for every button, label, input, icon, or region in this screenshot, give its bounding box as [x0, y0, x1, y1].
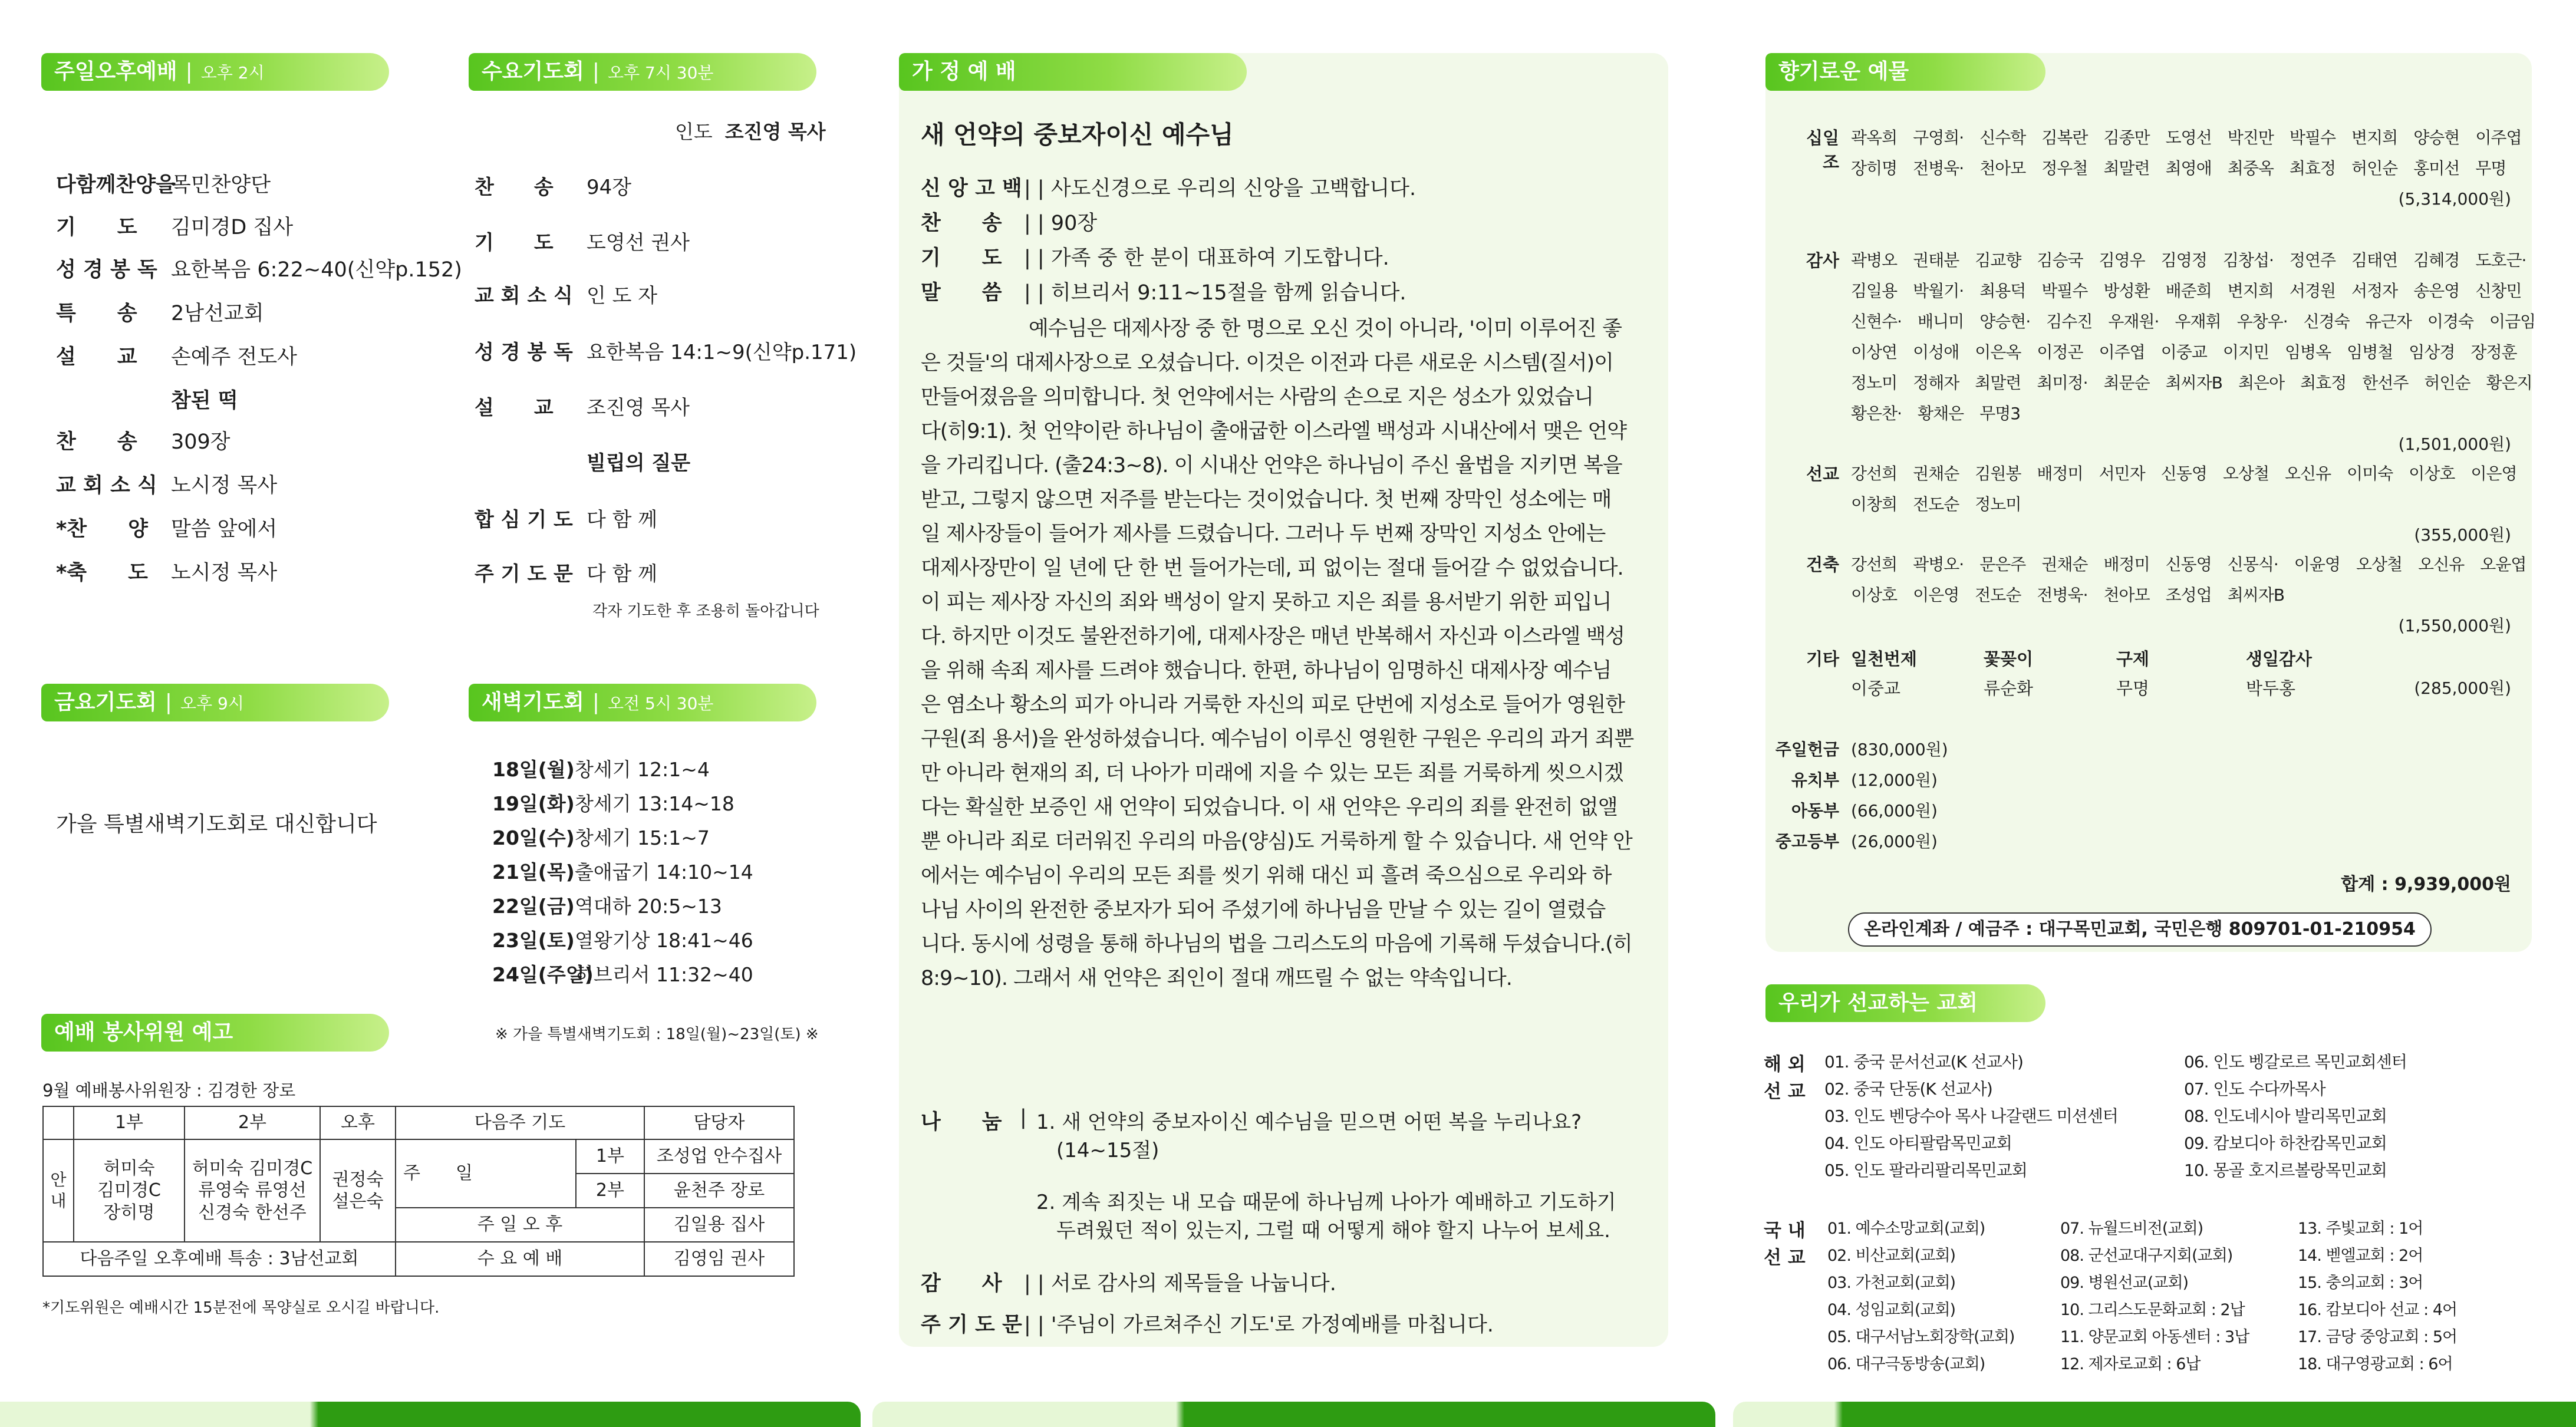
body-line: 다는 확실한 보증인 새 언약이 되었습니다. 이 새 언약은 우리의 죄를 완전히 없앨 — [921, 796, 1618, 819]
order-row: 신 앙 고 백| | 사도신경으로 우리의 신앙을 고백합니다. — [921, 172, 1416, 202]
offering-label: 선교 — [1806, 464, 1839, 484]
order-row: 말 씀 | | 히브리서 9:11~15절을 함께 읽습니다. — [921, 276, 1406, 306]
offering-amount: (830,000원) — [1851, 740, 1948, 759]
order-label: *축 도 — [56, 561, 148, 585]
order-row — [56, 426, 230, 455]
order-row — [475, 171, 631, 200]
offering-label: 아동부 — [1791, 801, 1839, 820]
offering-amount: (355,000원) — [2414, 525, 2511, 545]
etc-heading: 구제 — [2116, 649, 2150, 669]
prayer-person: 김영임 권사 — [644, 1242, 794, 1276]
body-line: 이 피는 제사장 자신의 죄와 백성이 알지 못하고 지은 죄를 용서받기 위한 피입니 — [921, 591, 1612, 614]
donor-line: 이창희 전도순 정노미 — [1851, 495, 2021, 514]
guide-1bu: 허미숙 김미경C 장히명 — [74, 1139, 185, 1242]
etc-heading: 꽃꽂이 — [1984, 649, 2034, 669]
order-label: 성 경 봉 독 — [56, 258, 157, 282]
col-header: 2부 — [185, 1106, 320, 1139]
church-item: 01. 예수소망교회(교회) — [1827, 1220, 1985, 1238]
order-value: 창세기 15:1~7 — [575, 826, 710, 849]
col-header: 1부 — [74, 1106, 185, 1139]
church-item: 16. 캄보디아 선교 : 4어 — [2298, 1301, 2458, 1319]
order-label: 교 회 소 식 — [475, 284, 573, 308]
duty-table — [42, 1106, 795, 1277]
order-value: 노시정 목사 — [171, 561, 278, 585]
body-line: 구원(죄 용서)을 완성하셨습니다. 예수님이 이루신 영원한 구원은 우리의 과거 죄뿐 — [921, 727, 1634, 751]
offering-amount: (66,000원) — [1851, 801, 1938, 820]
order-row — [56, 384, 238, 414]
etc-heading: 일천번제 — [1851, 649, 1918, 669]
section-title: 새벽기도회 — [482, 690, 584, 714]
order-row — [475, 279, 657, 308]
church-item: 10. 그리스도문화교회 : 2납 — [2060, 1301, 2245, 1319]
order-value: | 가족 중 한 분이 대표하여 기도합니다. — [1037, 246, 1389, 270]
order-value: 출애굽기 14:10~14 — [575, 861, 753, 884]
church-item: 07. 인도 수다까목사 — [2184, 1079, 2325, 1099]
order-row — [56, 341, 297, 370]
region-label: 국 내 — [1764, 1220, 1806, 1241]
order-value: 열왕기상 18:41~46 — [575, 929, 753, 952]
order-row — [56, 253, 462, 283]
order-row — [56, 556, 277, 586]
order-label: 감 사 — [921, 1272, 1002, 1296]
wednesday-prayer-header: 수요기도회 | 오후 7시 30분 — [469, 53, 816, 91]
body-line: 예수님은 대제사장 중 한 명으로 오신 것이 아니라, '이미 이루어진 좋 — [1029, 317, 1622, 341]
special-song-note: 다음주일 오후예배 특송 : 3남선교회 — [43, 1242, 396, 1276]
body-line: 니다. 동시에 성령을 통해 하나님의 법을 그리스도의 마음에 기록해 두셨습니다.(히 — [921, 932, 1632, 956]
order-label: 주 기 도 문 — [921, 1313, 1022, 1337]
church-item: 18. 대구영광교회 : 6어 — [2298, 1355, 2453, 1373]
body-line: 에서는 예수님이 우리의 모든 죄를 씻기 위해 대신 피 흘려 죽으심으로 우리와 하 — [921, 864, 1612, 888]
prayer-slot: 주 일 오 후 — [396, 1208, 644, 1242]
region-label: 선 교 — [1764, 1247, 1806, 1268]
share-bar: | — [1020, 1106, 1027, 1129]
order-value: 조진영 목사 — [587, 396, 690, 420]
friday-prayer-header: 금요기도회 | 오후 9시 — [41, 684, 389, 721]
order-row — [492, 960, 753, 987]
guide-2bu: 허미숙 김미경C 류영숙 류영선 신경숙 한선주 — [185, 1139, 320, 1242]
offering-label: 감사 — [1806, 251, 1839, 271]
order-value: | 사도신경으로 우리의 신앙을 고백합니다. — [1037, 177, 1417, 200]
order-value: 94장 — [587, 176, 632, 199]
order-value: 도영선 권사 — [587, 231, 690, 255]
order-row: 감 사 | | 서로 감사의 제목들을 나눕니다. — [921, 1267, 1336, 1297]
question-line: 1. 새 언약의 중보자이신 예수님을 믿으면 어떤 복을 누리나요? — [1036, 1110, 1582, 1134]
offering-label: 주일헌금 — [1775, 740, 1839, 759]
church-item: 09. 병원선교(교회) — [2060, 1274, 2189, 1292]
share-label: 나 눔 — [921, 1110, 1002, 1134]
order-value: 다 함 께 — [587, 562, 658, 586]
order-value: | 히브리서 9:11~15절을 함께 읽습니다. — [1037, 281, 1406, 305]
order-label: 24일(주일) — [492, 963, 594, 986]
order-row — [475, 503, 657, 532]
church-item: 06. 대구극동방송(교회) — [1827, 1355, 1985, 1373]
etc-donor: 박두홍 — [2246, 678, 2296, 698]
order-value: 손예주 전도사 — [171, 345, 297, 369]
order-row — [56, 169, 271, 198]
body-line: 일 제사장들이 들어가 제사를 드렸습니다. 그러나 두 번째 장막인 지성소 안에는 — [921, 522, 1606, 546]
mission-churches-header — [1765, 984, 2045, 1022]
sunday-prayer-label: 주 일 — [396, 1139, 576, 1208]
order-label: 22일(금) — [492, 895, 575, 918]
order-label: *찬 양 — [56, 518, 148, 541]
offering-amount: (5,314,000원) — [2398, 189, 2511, 209]
order-row — [492, 857, 753, 885]
section-title: 수요기도회 — [482, 60, 584, 84]
body-line: 대제사장만이 일 년에 단 한 번 들어가는데, 피 없이는 절대 들어갈 수 없었습니다. — [921, 556, 1623, 580]
section-title: 금요기도회 — [54, 690, 157, 714]
prayer-person: 윤천주 장로 — [644, 1174, 794, 1208]
church-item: 07. 뉴월드비전(교회) — [2060, 1220, 2203, 1238]
body-line: 만 아니라 현재의 죄, 더 나아가 미래에 지을 수 있는 모든 죄를 거룩하게 씻으시겠 — [921, 762, 1623, 785]
donor-line: 장히명 전병욱· 천아모 정우철 최말련 최영애 최중옥 최효정 허인순 홍미선 무명 — [1851, 159, 2506, 178]
church-item: 09. 캄보디아 하찬캄목민교회 — [2184, 1133, 2387, 1153]
church-item: 08. 군선교대구지회(교회) — [2060, 1247, 2233, 1265]
order-row — [56, 513, 277, 542]
col-header: 담당자 — [644, 1106, 794, 1139]
order-value: 창세기 13:14~18 — [575, 792, 734, 815]
order-label: 21일(목) — [492, 861, 575, 884]
offering-label: 유치부 — [1791, 770, 1839, 790]
order-row — [492, 925, 753, 953]
body-line: 다(히9:1). 첫 언약이란 하나님이 출애굽한 이스라엘 백성과 시내산에서 맺은 언약 — [921, 420, 1627, 443]
church-item: 04. 성임교회(교회) — [1827, 1301, 1956, 1319]
order-label: 설 교 — [475, 396, 554, 420]
duty-chair: 9월 예배봉사위원장 : 김경한 장로 — [42, 1080, 296, 1100]
order-row — [56, 297, 264, 327]
order-label: 찬 송 — [475, 176, 554, 199]
online-account: 온라인계좌 / 예금주 : 대구목민교회, 국민은행 809701-01-210954 — [1848, 912, 2432, 947]
order-label: 다함께찬양을 — [56, 173, 176, 197]
order-row: 찬 송 | | 90장 — [921, 207, 1097, 236]
church-item: 12. 제자로교회 : 6납 — [2060, 1355, 2201, 1373]
church-item: 13. 주빛교회 : 1어 — [2298, 1220, 2423, 1238]
church-item: 01. 중국 문서선교(K 선교사) — [1824, 1052, 2023, 1072]
donor-line: 김일용 박월기· 최용덕 박필수 방성환 배준희 변지희 서경원 서정자 송은영 신창민 — [1851, 281, 2522, 301]
body-line: 8:9~10). 그래서 새 언약은 죄인이 절대 깨뜨릴 수 없는 약속입니다. — [921, 967, 1512, 990]
section-title: 주일오후예배 — [54, 60, 177, 84]
offering-header — [1765, 53, 2045, 91]
order-value: 노시정 목사 — [171, 474, 278, 497]
offering-label: 십일조 — [1806, 128, 1839, 172]
order-value: 참된 떡 — [171, 389, 238, 413]
etc-donor: 류순화 — [1984, 678, 2034, 698]
order-label: 19일(화) — [492, 792, 575, 815]
order-row — [475, 391, 690, 420]
region-label: 선 교 — [1764, 1081, 1806, 1102]
col-header: 다음주 기도 — [396, 1106, 644, 1139]
order-label: 기 도 — [921, 246, 1002, 270]
order-row — [56, 211, 293, 240]
prayer-slot: 1부 — [576, 1139, 644, 1174]
bottom-bar — [1733, 1402, 2576, 1427]
church-item: 17. 금당 중앙교회 : 5어 — [2298, 1328, 2458, 1346]
question-line: 두려웠던 적이 있는지, 그럴 때 어떻게 해야 할지 나누어 보세요. — [1056, 1219, 1610, 1243]
order-row — [56, 469, 277, 499]
donor-line: 이상연 이성애 이은옥 이정곤 이주엽 이중교 이지민 임병옥 임병철 임상경 장정훈 — [1851, 342, 2517, 362]
section-title: 우리가 선교하는 교회 — [1778, 991, 1978, 1015]
order-row — [492, 789, 734, 816]
dawn-note: ※ 가을 특별새벽기도회 : 18일(월)~23일(토) ※ — [495, 1026, 819, 1043]
etc-donor: 이중교 — [1851, 678, 1901, 698]
question-line: 2. 계속 죄짓는 내 모습 때문에 하나님께 나아가 예배하고 기도하기 — [1036, 1191, 1616, 1214]
donor-line: 황은찬· 황채은 무명3 — [1851, 404, 2021, 423]
dawn-prayer-header: 새벽기도회 | 오전 5시 30분 — [469, 684, 816, 721]
duty-header — [41, 1014, 389, 1052]
donor-line: 강선희 권채순 김원봉 배정미 서민자 신동영 오상철 오신유 이미숙 이상호 이은영 — [1851, 464, 2517, 483]
donor-line: 정노미 정해자 최말련 최미정· 최문순 최씨자B 최은아 최효정 한선주 허인순 황은지 — [1851, 373, 2532, 393]
order-value: 김미경D 집사 — [171, 216, 294, 239]
order-value: 역대하 20:5~13 — [575, 895, 722, 918]
order-label: 설 교 — [56, 345, 137, 369]
section-title: 향기로운 예물 — [1778, 60, 1909, 84]
order-value: 말씀 앞에서 — [171, 518, 278, 541]
church-item: 03. 가천교회(교회) — [1827, 1274, 1956, 1292]
church-item: 02. 비산교회(교회) — [1827, 1247, 1956, 1265]
order-value: | '주님이 가르쳐주신 기도'로 가정예배를 마칩니다. — [1037, 1313, 1494, 1337]
region-label: 해 외 — [1764, 1054, 1806, 1075]
prayer-slot: 수 요 예 배 — [396, 1242, 644, 1276]
order-row — [492, 823, 710, 851]
body-line: 나님 사이의 완전한 중보자가 되어 주셨기에 하나님을 만날 수 있는 길이 열렸습 — [921, 898, 1606, 922]
church-item: 06. 인도 벵갈로르 목민교회센터 — [2184, 1052, 2407, 1072]
church-item: 02. 중국 단동(K 선교사) — [1824, 1079, 1992, 1099]
guide-afternoon: 권정숙 설은숙 — [320, 1139, 396, 1242]
donor-line: 신현수· 배니미 양승현· 김수진 우재원· 우재휘 우창우· 신경숙 유근자 이경숙 이금임 — [1851, 312, 2536, 331]
church-item: 08. 인도네시아 발리목민교회 — [2184, 1106, 2387, 1126]
offering-amount: (285,000원) — [2414, 678, 2511, 698]
order-value: 309장 — [171, 430, 230, 454]
order-label: 특 송 — [56, 302, 137, 325]
duty-note: *기도위원은 예배시간 15분전에 목양실로 오시길 바랍니다. — [42, 1299, 440, 1317]
question-line: (14~15절) — [1056, 1139, 1159, 1162]
offering-amount: (12,000원) — [1851, 770, 1938, 790]
church-item: 15. 충의교회 : 3어 — [2298, 1274, 2423, 1292]
wed-leader: 인도 조진영 목사 — [675, 120, 826, 143]
order-value: 요한복음 14:1~9(신약p.171) — [587, 341, 857, 364]
order-label: 기 도 — [475, 231, 554, 255]
offering-label: 건축 — [1806, 555, 1839, 575]
col-header: 오후 — [320, 1106, 396, 1139]
wed-note: 각자 기도한 후 조용히 돌아갑니다 — [592, 602, 819, 620]
bottom-bar — [872, 1402, 1715, 1427]
order-row: 주 기 도 문| | '주님이 가르쳐주신 기도'로 가정예배를 마칩니다. — [921, 1309, 1494, 1338]
order-row — [475, 558, 657, 586]
order-value: | 서로 감사의 제목들을 나눕니다. — [1037, 1272, 1336, 1296]
order-row — [475, 447, 690, 476]
order-value: 요한복음 6:22~40(신약p.152) — [171, 258, 462, 282]
church-item: 11. 양문교회 아동센터 : 3납 — [2060, 1328, 2249, 1346]
order-label: 성 경 봉 독 — [475, 341, 573, 364]
guide-label: 안내 — [43, 1139, 74, 1242]
order-value: 빌립의 질문 — [587, 452, 691, 475]
body-line: 뿐 아니라 죄로 더러워진 우리의 마음(양심)도 거룩하게 할 수 있습니다. 새 언약 안 — [921, 830, 1632, 853]
donor-line: 강선희 곽병오· 문은주 권채순 배정미 신동영 신몽식· 이윤영 오상철 오신유 오윤엽 — [1851, 555, 2526, 574]
bottom-bar — [0, 1402, 861, 1427]
order-label: 20일(수) — [492, 826, 575, 849]
order-row — [492, 891, 722, 919]
offering-label: 기타 — [1806, 649, 1839, 669]
church-item: 05. 대구서남노회장학(교회) — [1827, 1328, 2015, 1346]
family-worship-header — [899, 53, 1247, 91]
body-line: 을 가리킵니다. (출24:3~8). 이 시내산 언약은 하나님이 주신 율법을 지키면 복을 — [921, 454, 1622, 477]
prayer-person: 조성업 안수집사 — [644, 1139, 794, 1174]
donor-line: 곽병오 권태분 김교향 김승국 김영우 김영정 김창섭· 정연주 김태연 김혜경 도호근· — [1851, 251, 2526, 270]
order-row: 기 도 | | 가족 중 한 분이 대표하여 기도합니다. — [921, 242, 1389, 271]
order-label: 기 도 — [56, 216, 137, 239]
church-item: 05. 인도 팔라리팔리목민교회 — [1824, 1161, 2027, 1180]
order-value: 목민찬양단 — [171, 173, 271, 197]
order-label: 18일(월) — [492, 758, 575, 781]
order-label: 찬 송 — [921, 212, 1002, 235]
order-row — [492, 754, 710, 782]
offering-amount: (1,550,000원) — [2398, 616, 2511, 635]
order-label: 신 앙 고 백 — [921, 177, 1022, 200]
section-title: 가 정 예 배 — [912, 60, 1016, 84]
body-line: 만들어졌음을 의미합니다. 첫 언약에서는 사람의 손으로 지은 성소가 있었습니 — [921, 385, 1594, 409]
body-line: 다. 하지만 이것도 불완전하기에, 대제사장은 매년 반복해서 자신과 이스라엘 백성 — [921, 625, 1625, 648]
offering-amount: (1,501,000원) — [2398, 434, 2511, 454]
donor-line: 곽옥희 구영희· 신수학 김복란 김종만 도영선 박진만 박필수 변지희 양승현 이주엽 — [1851, 128, 2522, 147]
prayer-person: 김일용 집사 — [644, 1208, 794, 1242]
order-label: 말 씀 — [921, 281, 1002, 305]
sunday-service-header: 주일오후예배 | 오후 2시 — [41, 53, 389, 91]
body-line: 받고, 그렇지 않으면 저주를 받는다는 것이었습니다. 첫 번째 장막인 성소에는 매 — [921, 488, 1612, 512]
body-line: 은 것들'의 대제사장으로 오셨습니다. 이것은 이전과 다른 새로운 시스템(질서)이 — [921, 351, 1613, 375]
order-value: 2남선교회 — [171, 302, 264, 325]
donor-line: 이상호 이은영 전도순 전병욱· 천아모 조성업 최씨자B — [1851, 585, 2285, 605]
order-value: 다 함 께 — [587, 508, 658, 532]
order-value: 창세기 12:1~4 — [575, 758, 710, 781]
order-label: 교 회 소 식 — [56, 474, 157, 497]
order-row — [475, 226, 690, 255]
order-label: 찬 송 — [56, 430, 137, 454]
offering-total: 합계 : 9,939,000원 — [2341, 874, 2511, 895]
church-item: 10. 몽골 호지르볼랑목민교회 — [2184, 1161, 2387, 1180]
order-value: 히브리서 11:32~40 — [575, 963, 753, 986]
friday-note: 가을 특별새벽기도회로 대신합니다 — [56, 812, 377, 836]
order-label: 23일(토) — [492, 929, 575, 952]
etc-heading: 생일감사 — [2246, 649, 2313, 669]
order-value: | 90장 — [1037, 212, 1098, 235]
offering-amount: (26,000원) — [1851, 832, 1938, 851]
church-item: 03. 인도 벤당수아 목사 나갈랜드 미션센터 — [1824, 1106, 2118, 1126]
etc-donor: 무명 — [2116, 678, 2150, 698]
offering-label: 중고등부 — [1775, 832, 1839, 851]
order-label: 합 심 기 도 — [475, 508, 573, 532]
order-label: 주 기 도 문 — [475, 562, 573, 586]
church-item: 14. 벧엘교회 : 2어 — [2298, 1247, 2423, 1265]
order-value: 인 도 자 — [587, 284, 658, 308]
body-line: 을 위해 속죄 제사를 드려야 했습니다. 한편, 하나님이 임명하신 대제사장 예수님 — [921, 659, 1612, 683]
section-title: 예배 봉사위원 예고 — [54, 1020, 233, 1044]
prayer-slot: 2부 — [576, 1174, 644, 1208]
order-row — [475, 336, 857, 365]
church-item: 04. 인도 아티팔람목민교회 — [1824, 1133, 2012, 1153]
body-line: 은 염소나 황소의 피가 아니라 거룩한 자신의 피로 단번에 지성소로 들어가 영원한 — [921, 693, 1625, 717]
sermon-heading: 새 언약의 중보자이신 예수님 — [921, 120, 1234, 149]
